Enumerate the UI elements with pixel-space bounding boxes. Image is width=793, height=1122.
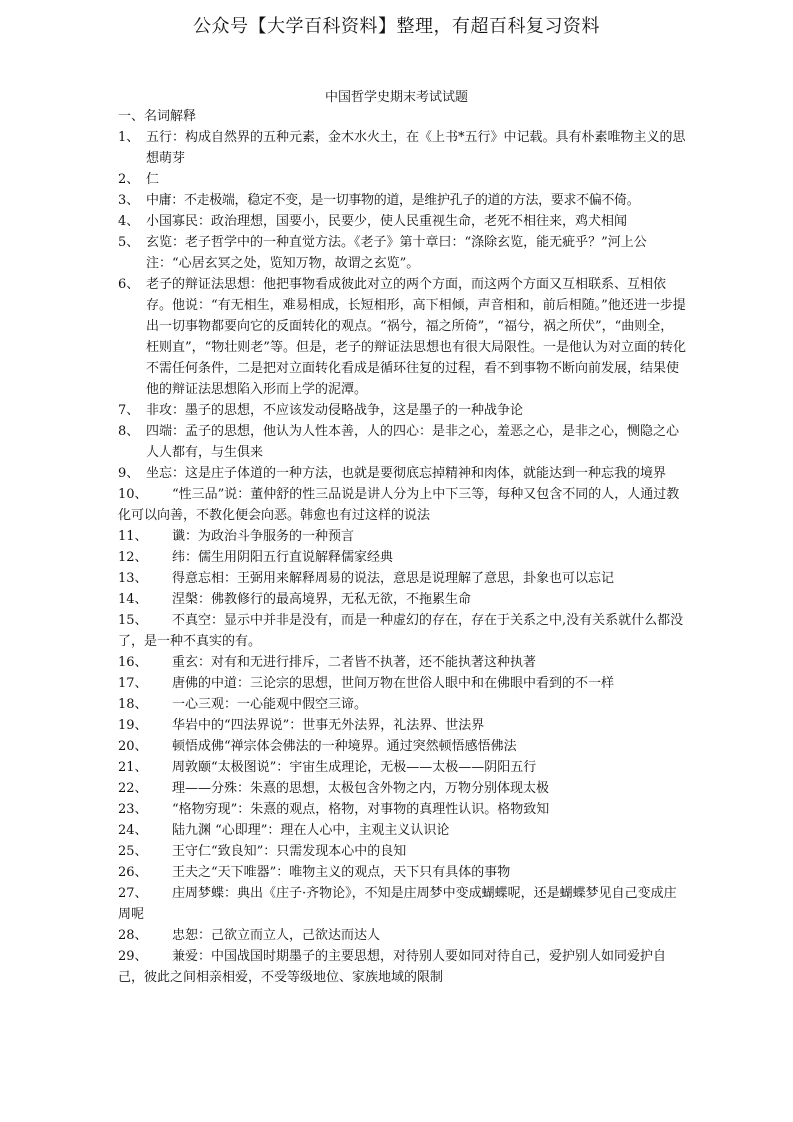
entry-number: 25、	[118, 844, 148, 859]
term-entry-14	[118, 589, 686, 610]
term-entry-22	[118, 778, 686, 799]
entry-text: 谶：为政治斗争服务的一种预言	[172, 529, 355, 544]
entry-number: 4、	[118, 214, 140, 229]
entry-number: 26、	[118, 865, 148, 880]
term-entry-26	[118, 862, 686, 883]
entry-text: 非攻：墨子的思想，不应该发动侵略战争，这是墨子的一种战争论	[146, 403, 524, 418]
entry-number: 18、	[118, 697, 148, 712]
term-entry-16	[118, 652, 686, 673]
term-entry-15	[118, 610, 686, 652]
entry-number: 27、	[118, 886, 148, 901]
entry-number: 23、	[118, 802, 148, 817]
entry-text: 四端：孟子的思想，他认为人性本善，人的四心：是非之心，羞恶之心，是非之心，恻隐之心人人都有，与生俱来	[146, 424, 680, 460]
entry-number: 9、	[118, 466, 140, 481]
term-entry-20	[118, 736, 686, 757]
entry-number: 7、	[118, 403, 140, 418]
term-entry-12	[118, 547, 686, 568]
term-entry-24	[118, 820, 686, 841]
entry-number: 24、	[118, 823, 148, 838]
term-entry-3	[118, 190, 686, 211]
entry-text: 华岩中的“四法界说”：世事无外法界，礼法界、世法界	[172, 718, 485, 733]
term-entry-1	[118, 127, 686, 169]
term-entry-8	[118, 421, 686, 463]
entry-number: 15、	[118, 613, 148, 628]
entry-text: 五行：构成自然界的五种元素，金木水火土，在《上书*五行》中记载。具有朴素唯物主义的思想萌芽	[146, 130, 686, 166]
entry-text: 陆九渊 “心即理”：理在人心中，主观主义认识论	[172, 823, 450, 838]
term-entry-29	[118, 946, 686, 988]
term-entry-28	[118, 925, 686, 946]
term-entry-4	[118, 211, 686, 232]
entry-number: 22、	[118, 781, 148, 796]
entry-text: “性三品”说：董仲舒的性三品说是讲人分为上中下三等，每种又包含不同的人，人通过教化可以向善，不教化便会向恶。韩愈也有过这样的说法	[118, 487, 680, 523]
entry-number: 12、	[118, 550, 148, 565]
entry-number: 2、	[118, 172, 140, 187]
entry-number: 6、	[118, 277, 140, 292]
term-entry-5	[118, 232, 686, 274]
term-entry-7	[118, 400, 686, 421]
entry-text: 顿悟成佛“禅宗体会佛法的一种境界。通过突然顿悟感悟佛法	[172, 739, 517, 754]
entry-number: 14、	[118, 592, 148, 607]
exam-title: 中国哲学史期末考试试题	[324, 90, 468, 105]
term-entry-23	[118, 799, 686, 820]
term-entry-6	[118, 274, 686, 400]
entry-number: 16、	[118, 655, 148, 670]
entry-text: 纬：儒生用阴阳五行直说解释儒家经典	[172, 550, 394, 565]
entry-number: 21、	[118, 760, 148, 775]
entry-text: “格物穷现”：朱熹的观点，格物，对事物的真理性认识。格物致知	[172, 802, 550, 817]
entry-text: 重玄：对有和无进行排斥，二者皆不执著，还不能执著这种执著	[172, 655, 537, 670]
entry-text: 老子的辩证法思想：他把事物看成彼此对立的两个方面，而这两个方面又互相联系、互相依存。他说：“有无相生，难易相成，长短相形，高下相倾，声音相和，前后相随。”他还进一步提出一切事物都要向它的反面转化的观点。“祸兮，福之所倚”，“福兮，祸之所伏”，“曲则全，枉则直”，“物壮则老”等。但是，老子的辩证法思想也有很大局限性。一是他认为对立面的转化不需任何条件，二是把对立面转化看成是循环往复的过程，看不到事物不断向前发展，结果使他的辩证法思想陷入形而上学的泥潭。	[146, 277, 686, 397]
term-entry-17	[118, 673, 686, 694]
entry-text: 一心三观：一心能观中假空三谛。	[172, 697, 368, 712]
exam-content	[118, 106, 686, 988]
entry-number: 5、	[118, 235, 140, 250]
entry-text: 周敦颐“太极图说”：宇宙生成理论，无极——太极——阴阳五行	[172, 760, 537, 775]
entry-number: 17、	[118, 676, 148, 691]
entry-text: 理——分殊：朱熹的思想，太极包含外物之内，万物分别体现太极	[172, 781, 550, 796]
term-entry-2	[118, 169, 686, 190]
term-entry-21	[118, 757, 686, 778]
entry-number: 11、	[118, 529, 148, 544]
entry-number: 29、	[118, 949, 148, 964]
entry-text: 中庸：不走极端，稳定不变，是一切事物的道，是维护孔子的道的方法，要求不偏不倚。	[146, 193, 640, 208]
term-entry-10	[118, 484, 686, 526]
term-entry-13	[118, 568, 686, 589]
entry-text: 玄览：老子哲学中的一种直觉方法。《老子》第十章曰：“涤除玄览，能无疵乎？”河上公注：“心居玄冥之处，览知万物，故谓之玄览”。	[146, 235, 647, 271]
entry-text: 不真空：显示中并非是没有，而是一种虚幻的存在，存在于关系之中,没有关系就什么都没了，是一种不真实的有。	[118, 613, 684, 649]
entry-number: 28、	[118, 928, 148, 943]
entry-text: 得意忘相：王弼用来解释周易的说法，意思是说理解了意思，卦象也可以忘记	[172, 571, 615, 586]
term-entry-11	[118, 526, 686, 547]
entry-text: 仁	[146, 172, 160, 187]
entry-text: 涅槃：佛教修行的最高境界，无私无欲，不拖累生命	[172, 592, 472, 607]
term-entry-9	[118, 463, 686, 484]
term-entry-18	[118, 694, 686, 715]
term-entry-27	[118, 883, 686, 925]
term-entry-19	[118, 715, 686, 736]
page-header-banner: 公众号【大学百科资料】整理，有超百科复习资料	[193, 16, 600, 37]
entry-text: 坐忘：这是庄子体道的一种方法，也就是要彻底忘掉精神和肉体，就能达到一种忘我的境界	[146, 466, 667, 481]
entry-number: 13、	[118, 571, 148, 586]
entry-text: 庄周梦蝶：典出《庄子·齐物论》，不知是庄周梦中变成蝴蝶呢，还是蝴蝶梦见自己变成庄周呢	[118, 886, 677, 922]
section-heading: 一、名词解释	[118, 109, 197, 124]
entry-text: 小国寡民：政治理想，国要小，民要少，使人民重视生命，老死不相往来，鸡犬相闻	[146, 214, 628, 229]
entry-text: 唐佛的中道：三论宗的思想，世间万物在世俗人眼中和在佛眼中看到的不一样	[172, 676, 615, 691]
entry-text: 兼爱：中国战国时期墨子的主要思想，对待别人要如同对待自己，爱护别人如同爱护自己，彼此之间相亲相爱，不受等级地位、家族地域的限制	[118, 949, 667, 985]
entry-text: 王守仁“致良知”：只需发现本心中的良知	[172, 844, 407, 859]
entry-number: 20、	[118, 739, 148, 754]
entry-text: 忠恕：己欲立而立人，己欲达而达人	[172, 928, 381, 943]
entry-number: 10、	[118, 487, 148, 502]
entry-number: 19、	[118, 718, 148, 733]
entry-number: 1、	[118, 130, 140, 145]
entry-number: 3、	[118, 193, 140, 208]
entry-number: 8、	[118, 424, 140, 439]
entry-text: 王夫之“天下唯器”：唯物主义的观点，天下只有具体的事物	[172, 865, 511, 880]
term-entry-25	[118, 841, 686, 862]
